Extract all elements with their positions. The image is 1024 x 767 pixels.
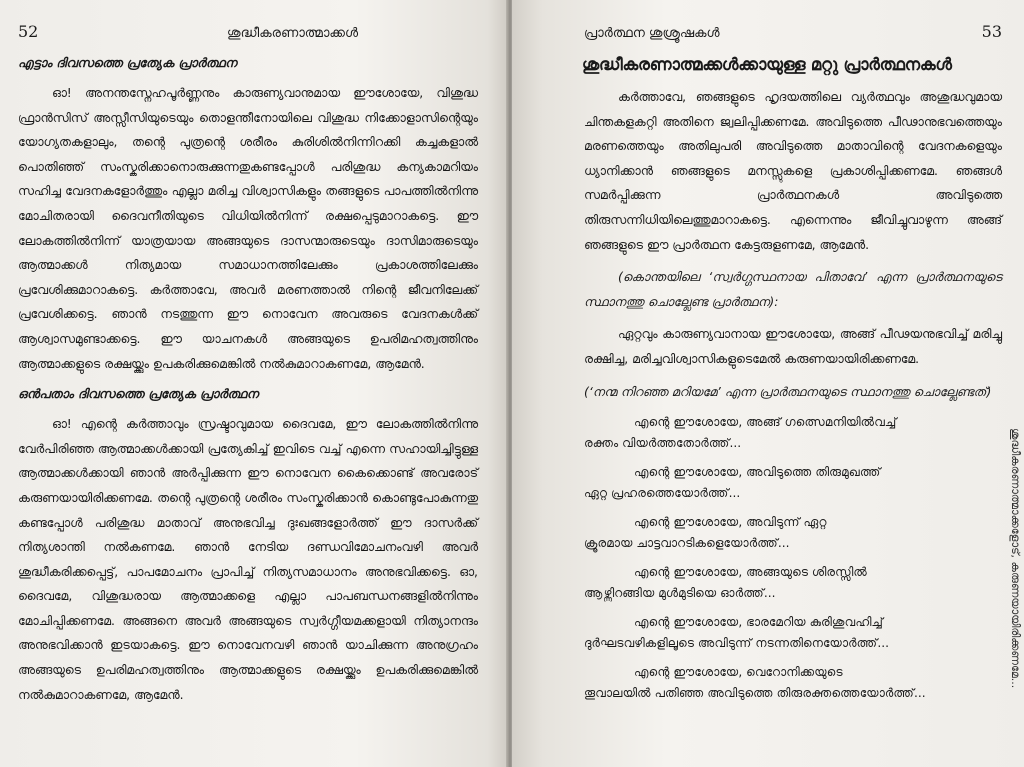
verse-item xyxy=(584,612,1002,654)
rubric-our-father: (കൊന്തയിലെ ‘സ്വർഗ്ഗസ്ഥനായ പിതാവേ’ എന്ന പ്രാർത്ഥനയുടെ സ്ഥാനത്തു ചൊല്ലേണ്ട പ്രാർത്ഥന): xyxy=(584,269,1002,309)
right-page-title: ശുദ്ധീകരണാത്മക്കൾക്കായുള്ള മറ്റു പ്രാർത്ഥനകൾ xyxy=(582,55,952,74)
side-vertical-response: ശുദ്ധീകരണാത്മാക്കളോട്, കരുണയായിരിക്കണമേ... xyxy=(1009,428,1022,689)
verse-line: രക്തം വിയർത്തതോർത്ത്... xyxy=(584,436,742,451)
left-running-head: ശുദ്ധീകരണാത്മാക്കൾ xyxy=(227,26,358,41)
left-running-header xyxy=(18,22,478,41)
verse-line: എന്റെ ഈശോയേ, അങ്ങ് ഗത്സെമനിയിൽവച്ച് xyxy=(634,415,897,430)
verse-line: ആഴ്ന്നിറങ്ങിയ മുൾമുടിയെ ഓർത്ത്... xyxy=(584,586,776,601)
verse-line: ക്രൂരമായ ചാട്ടവാറടികളെയോർത്ത്... xyxy=(584,536,790,551)
verse-line: എന്റെ ഈശോയേ, അങ്ങയുടെ ശിരസ്സിൽ xyxy=(634,565,867,580)
verse-item xyxy=(584,562,1002,604)
right-running-header xyxy=(584,22,1002,41)
verse-list xyxy=(584,412,1002,704)
right-page-number: 53 xyxy=(981,22,1002,41)
left-page xyxy=(0,0,508,767)
verse-line: ഏറ്റ പ്രഹരത്തെയോർത്ത്... xyxy=(584,486,741,501)
rubric-hail-mary: (‘നന്മ നിറഞ്ഞ മറിയമേ’ എന്ന പ്രാർത്ഥനയുടെ സ്ഥാനത്തു ചൊല്ലേണ്ടത്) xyxy=(584,383,992,399)
verse-line: ദുർഘടവഴികളിലൂടെ അവിടുന്ന് നടന്നതിനെയോർത്ത്... xyxy=(584,636,889,651)
left-page-number: 52 xyxy=(18,22,39,41)
verse-item xyxy=(584,512,1002,554)
verse-line: എന്റെ ഈശോയേ, അവിടുത്തെ തിരുമുഖത്ത് xyxy=(634,465,881,480)
verse-line: എന്റെ ഈശോയേ, വെറോനിക്കയുടെ xyxy=(634,665,843,680)
day8-heading: എട്ടാം ദിവസത്തെ പ്രത്യേക പ്രാർത്ഥന xyxy=(18,55,237,70)
verse-line: എന്റെ ഈശോയേ, അവിടുന്ന് ഏറ്റ xyxy=(634,515,827,530)
day8-prayer: ഓ! അനന്തസ്നേഹപൂർണ്ണനും കാരുണ്യവാനുമായ ഈശോയേ, വിശുദ്ധ ഫ്രാൻസിസ് അസ്സീസിയുടെയും തൊളന്തീനോയിലെ വിശുദ്ധ നിക്കോളാസിന്റെയും യോഗ്യതകളാലും, തന്റെ പുത്രന്റെ ശരീരം കുരിശിൽനിന്നിറക്കി കച്ചകളാൽ പൊതിഞ്ഞ് സംസ്കരിക്കാനൊരുക്കുന്നതുകണ്ടപ്പോൾ പരിശുദ്ധ കന്യകാമറിയം സഹിച്ച വേദനകളോർത്തും എല്ലാ മരിച്ച വിശ്വാസികളും തങ്ങളുടെ പാപത്തിൽനിന്നു മോചിതരായി ദൈവനീതിയുടെ വിധിയിൽനിന്ന് രക്ഷപ്പെടുമാറാകട്ടെ. ഈ ലോകത്തിൽനിന്ന് യാത്രയായ അങ്ങയുടെ ദാസന്മാരുടെയും ദാസിമാരുടെയും ആത്മാക്കൾ നിത്യമായ സമാധാനത്തിലേക്കും പ്രകാശത്തിലേക്കും പ്രവേശിക്കുമാറാകട്ടെ. കർത്താവേ, അവർ മരണത്താൽ നിന്റെ ജീവനിലേക്ക് പ്രവേശിക്കട്ടെ. ഞാൻ നടത്തുന്ന ഈ നൊവേന അവരുടെ വേദനകൾക്ക് ആശ്വാസമുണ്ടാക്കട്ടെ. ഈ യാചനകൾ അങ്ങയുടെ ഉപരിമഹത്വത്തിനും ആത്മാക്കളുടെ രക്ഷയ്ക്കും ഉപകരിക്കുമെങ്കിൽ നൽകുമാറാകണമേ, ആമേൻ. xyxy=(18,85,478,371)
verse-line: എന്റെ ഈശോയേ, ഭാരമേറിയ കുരിശുവഹിച്ച് xyxy=(634,615,883,630)
right-running-head: പ്രാർത്ഥന ശുശ്രൂഷകൾ xyxy=(584,26,720,41)
verse-item xyxy=(584,412,1002,454)
right-page xyxy=(512,0,1024,767)
opening-prayer: കർത്താവേ, ഞങ്ങളുടെ ഹൃദയത്തിലെ വ്യർത്ഥവും അശുദ്ധവുമായ ചിന്തകളകറ്റി അതിനെ ജ്വലിപ്പിക്കണമേ. അവിടുത്തെ പീഢാനുഭവത്തെയും മരണത്തെയും അതിലുപരി അവിടുത്തെ മാതാവിന്റെ വേദനകളെയും ധ്യാനിക്കാൻ ഞങ്ങളുടെ മനസ്സുകളെ പ്രകാശിപ്പിക്കണമേ. ഞങ്ങൾ സമർപ്പിക്കുന്ന പ്രാർത്ഥനകൾ അവിടുത്തെ തിരുസന്നിധിയിലെത്തുമാറാകട്ടെ. എന്നെന്നും ജീവിച്ചുവാഴുന്ന അങ്ങ് ഞങ്ങളുടെ ഈ പ്രാർത്ഥന കേട്ടരുളണമേ, ആമേൻ. xyxy=(584,89,1002,252)
mercy-prayer: ഏറ്റവും കാരുണ്യവാനായ ഈശോയേ, അങ്ങ് പീഢയനുഭവിച്ച് മരിച്ചു രക്ഷിച്ച, മരിച്ചവിശ്വാസികളുടെമേൽ കരുണയായിരിക്കണമേ. xyxy=(584,326,1002,366)
day9-heading: ഒൻപതാം ദിവസത്തെ പ്രത്യേക പ്രാർത്ഥന xyxy=(18,386,259,402)
day9-prayer: ഓ! എന്റെ കർത്താവും സ്രഷ്ടാവുമായ ദൈവമേ, ഈ ലോകത്തിൽനിന്നു വേർപിരിഞ്ഞ ആത്മാക്കൾക്കായി പ്രത്യേകിച്ച് ഇവിടെ വച്ച് എന്നെ സഹായിച്ചിട്ടുള്ള ആത്മാക്കൾക്കായി ഞാൻ അർപ്പിക്കുന്ന ഈ നൊവേന കൈക്കൊണ്ട് അവരോട് കരുണയായിരിക്കണമേ. തന്റെ പുത്രന്റെ ശരീരം സംസ്കരിക്കാൻ കൊണ്ടുപോകുന്നതു കണ്ടപ്പോൾ പരിശുദ്ധ മാതാവ് അനുഭവിച്ച ദുഃഖങ്ങളോർത്ത് ഈ ദാസർക്ക് നിത്യശാന്തി നൽകണമേ. ഞാൻ നേടിയ ദണ്ഡവിമോചനംവഴി അവർ ശുദ്ധീകരിക്കപ്പെട്ട്, പാപമോചനം പ്രാപിച്ച് നിത്യസമാധാനം അനുഭവിക്കട്ടെ. ഓ, ദൈവമേ, വിശുദ്ധരായ ആത്മാക്കളെ എല്ലാ പാപബന്ധനങ്ങളിൽനിന്നും മോചിപ്പിക്കണമേ. അങ്ങനെ അവർ അങ്ങയുടെ സ്വർഗ്ഗീയമക്കളായി നിത്യാനന്ദം അനുഭവിക്കാൻ ഇടയാകട്ടെ. ഈ നൊവേനവഴി ഞാൻ യാചിക്കുന്ന അനുഗ്രഹം അങ്ങയുടെ ഉപരിമഹത്വത്തിനും ആത്മാക്കളുടെ രക്ഷയ്ക്കും ഉപകരിക്കുമെങ്കിൽ നൽകുമാറാകണമേ, ആമേൻ. xyxy=(18,416,478,702)
verse-item xyxy=(584,662,1002,704)
verse-item xyxy=(584,462,1002,504)
verse-line: തൂവാലയിൽ പതിഞ്ഞ അവിടുത്തെ തിരുരക്തത്തെയോർത്ത്... xyxy=(584,686,926,701)
